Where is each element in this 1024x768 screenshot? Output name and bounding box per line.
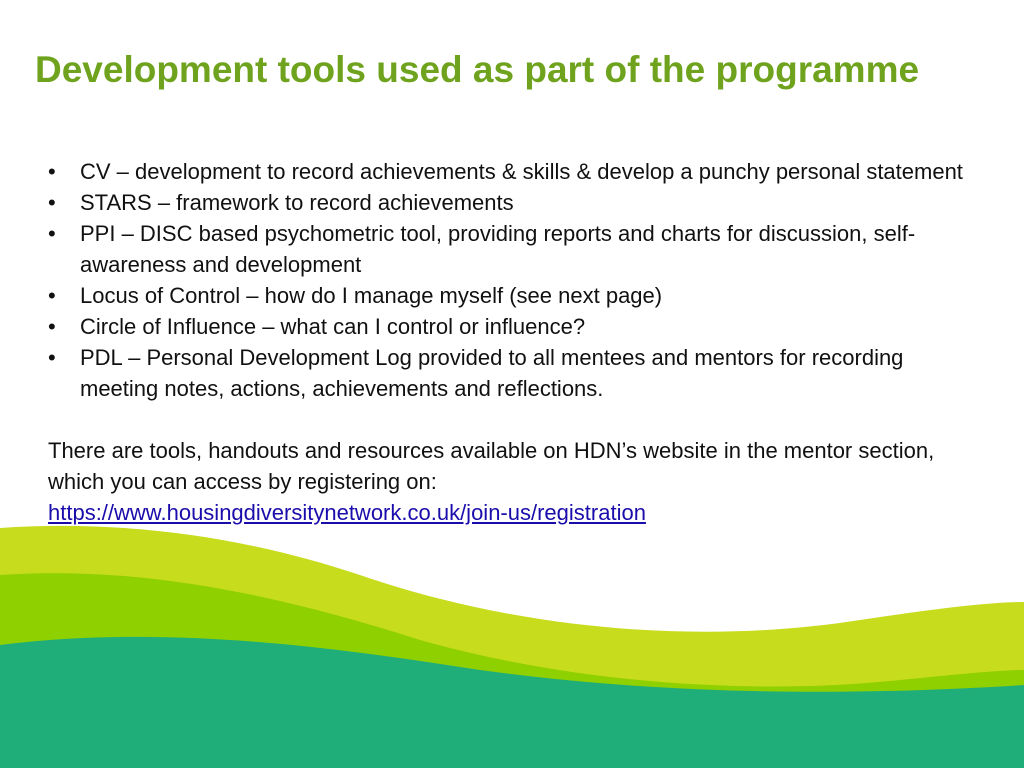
bullet-text: PPI – DISC based psychometric tool, providing reports and charts for discussion, self-awareness and development <box>80 221 916 277</box>
slide-content <box>48 156 978 528</box>
bullet-text: PDL – Personal Development Log provided to all mentees and mentors for recording meeting notes, actions, achievements and reflections. <box>80 345 904 401</box>
bullet-item-ppi <box>48 218 978 280</box>
bullet-text: Locus of Control – how do I manage myself (see next page) <box>80 283 663 308</box>
bullet-dot: • <box>48 190 56 215</box>
registration-link[interactable]: https://www.housingdiversitynetwork.co.uk/join-us/registration <box>48 500 646 525</box>
bullet-dot: • <box>48 283 56 308</box>
bullet-text: CV – development to record achievements & skills & develop a punchy personal statement <box>80 159 963 184</box>
bullet-item-pdl <box>48 342 978 404</box>
bullet-item-stars <box>48 187 978 218</box>
bullet-text: Circle of Influence – what can I control or influence? <box>80 314 586 339</box>
bullet-dot: • <box>48 159 56 184</box>
resources-paragraph <box>48 435 978 528</box>
bullet-item-cv <box>48 156 978 187</box>
bullet-text: STARS – framework to record achievements <box>80 190 514 215</box>
decorative-waves <box>0 520 1024 768</box>
bullet-dot: • <box>48 345 56 370</box>
bullet-list <box>48 156 978 404</box>
bullet-item-circle-of-influence <box>48 311 978 342</box>
bullet-dot: • <box>48 314 56 339</box>
resources-text: There are tools, handouts and resources available on HDN’s website in the mentor section, which you can access by registering on: <box>48 438 935 494</box>
bullet-dot: • <box>48 221 56 246</box>
bullet-item-locus-of-control <box>48 280 978 311</box>
slide-title: Development tools used as part of the programme <box>35 49 920 90</box>
